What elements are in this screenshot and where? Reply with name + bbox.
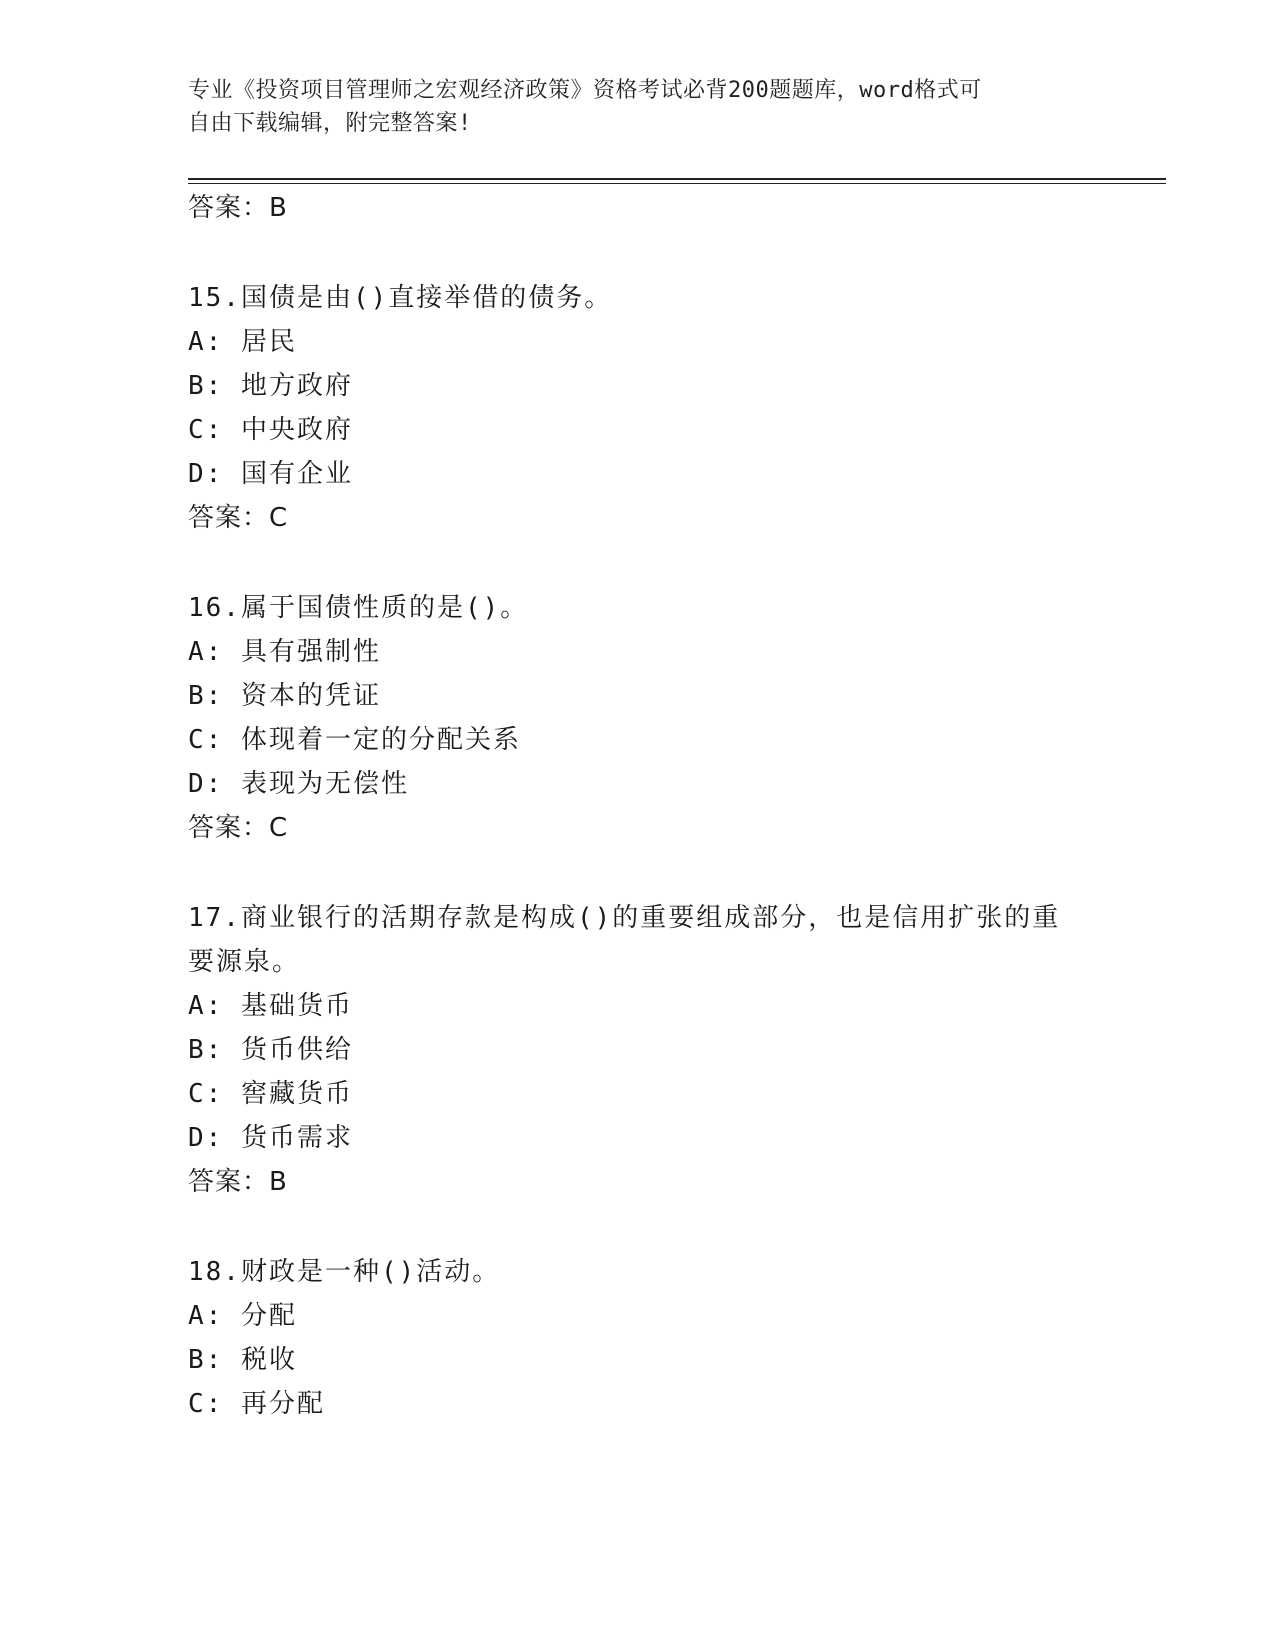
header-line-2: 自由下载编辑，附完整答案! (188, 111, 472, 136)
question-17-option-d: D: 货币需求 (188, 1123, 353, 1153)
question-17-stem-continued: 要源泉。 (188, 947, 301, 977)
question-18-option-c: C: 再分配 (188, 1389, 325, 1419)
header-line-1: 专业《投资项目管理师之宏观经济政策》资格考试必背200题题库，word格式可 (188, 78, 982, 103)
question-16-option-a: A: 具有强制性 (188, 637, 381, 667)
question-16-option-c: C: 体现着一定的分配关系 (188, 725, 521, 755)
question-18-option-b: B: 税收 (188, 1345, 297, 1375)
previous-answer: 答案：B (188, 193, 288, 223)
question-16-option-b: B: 资本的凭证 (188, 681, 381, 711)
question-17-option-a: A: 基础货币 (188, 991, 353, 1021)
document-header (188, 74, 1088, 140)
question-16-answer: 答案：C (188, 813, 289, 843)
question-15-option-c: C: 中央政府 (188, 415, 353, 445)
header-rule-thick (188, 178, 1166, 180)
question-17-answer: 答案：B (188, 1167, 288, 1197)
question-16-option-d: D: 表现为无偿性 (188, 769, 409, 799)
question-15-stem: 15.国债是由()直接举借的债务。 (188, 283, 613, 313)
question-15-option-b: B: 地方政府 (188, 371, 353, 401)
question-17-option-c: C: 窖藏货币 (188, 1079, 353, 1109)
question-15-option-d: D: 国有企业 (188, 459, 353, 489)
question-18-option-a: A: 分配 (188, 1301, 297, 1331)
question-17-stem: 17.商业银行的活期存款是构成()的重要组成部分，也是信用扩张的重 (188, 903, 1061, 933)
question-18-stem: 18.财政是一种()活动。 (188, 1257, 501, 1287)
question-16-stem: 16.属于国债性质的是()。 (188, 593, 529, 623)
question-17-option-b: B: 货币供给 (188, 1035, 353, 1065)
header-rule-thin (188, 183, 1166, 184)
question-15-answer: 答案：C (188, 503, 289, 533)
question-15-option-a: A: 居民 (188, 327, 297, 357)
